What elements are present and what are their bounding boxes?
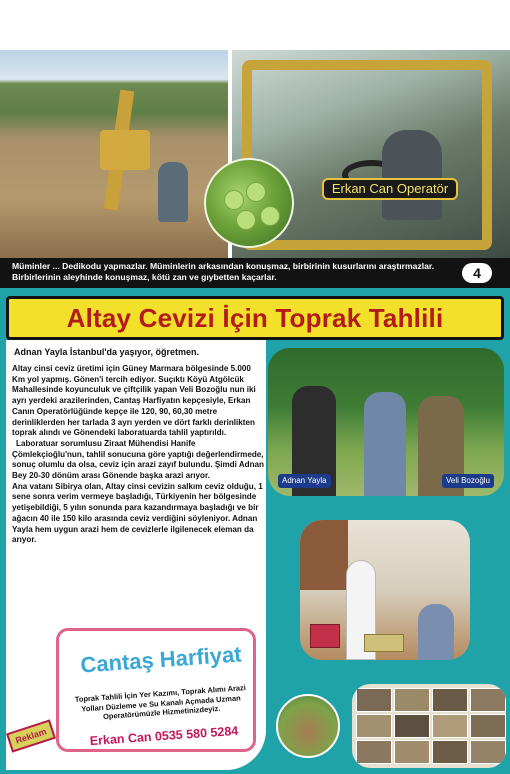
ad-contact: Erkan Can 0535 580 5284	[89, 723, 239, 749]
soil-sample	[356, 714, 392, 738]
ad-label: Reklam	[6, 719, 56, 752]
headline-bar	[6, 296, 504, 340]
soil-sample	[470, 688, 506, 712]
soil-sample	[394, 714, 430, 738]
ad-brand: Cantaş Harfiyat	[79, 641, 243, 678]
walnut	[236, 210, 256, 230]
field-worker	[158, 162, 188, 222]
walnut	[246, 182, 266, 202]
soil-sample	[432, 688, 468, 712]
soil-sample	[356, 688, 392, 712]
page-number: 4	[462, 263, 492, 283]
walnut-inset-photo	[204, 158, 294, 248]
soil-sample	[432, 740, 468, 764]
excavator-body	[100, 130, 150, 170]
lab-worker	[418, 604, 454, 660]
quote-band	[0, 258, 510, 288]
article-body	[12, 364, 266, 546]
photo-caption: Erkan Can Operatör	[322, 178, 458, 200]
lab-photo	[300, 520, 470, 660]
person-figure	[364, 392, 406, 496]
sample-bags	[310, 624, 340, 648]
soil-samples-photo	[352, 684, 506, 768]
soil-sample	[470, 714, 506, 738]
soil-sample	[470, 740, 506, 764]
soil-sample	[432, 714, 468, 738]
soil-sample	[394, 688, 430, 712]
headline: Altay Cevizi İçin Toprak Tahlili	[66, 303, 444, 333]
meeting-photo	[268, 348, 504, 496]
byline: Adnan Yayla İstanbul'da yaşıyor, öğretmen.	[14, 347, 200, 357]
soil-sample	[394, 740, 430, 764]
article-paragraph: Altay cinsi ceviz üretimi için Güney Marmara bölgesinde 5.000 Km yol yapmış. Gönen'i tercih ediyor. Suçıktı Köyü Atgölcük Mahallesinde koyunculuk ve çiftçilik yapan Veli Bozoğlu nun iki ayrı yerdeki arazilerinden, Cantaş Harfiyatın kepçesiyle, Erkan Canın Operatörlüğünde kepçe ile 120, 90, 60,30 metre derinliklerden her tarlada 3 ayrı yerden ve dört farklı derinlikten toprak alındı ve Gönendeki laboratuarda tahlil yaptırıldı.	[12, 364, 256, 438]
photo-label-left: Adnan Yayla	[278, 474, 331, 488]
field-circle-photo	[276, 694, 340, 758]
soil-sample	[356, 740, 392, 764]
cabinet	[300, 520, 348, 590]
operator-figure	[382, 130, 442, 220]
top-photo-strip	[0, 50, 510, 260]
quote-text: Müminler ... Dedikodu yapmazlar. Müminlerin arkasından konuşmaz, birbirinin kusurlarını araştırmazlar. Birbirlerinin aleyhinde konuşmaz, kötü zan ve gıybetten kaçarlar.	[12, 261, 435, 282]
ad-card	[56, 628, 256, 752]
ad-text: Toprak Tahlili İçin Yer Kazımı, Toprak Alımı Arazi Yolları Düzleme ve Su Kanalı Açmada Uzman Operatörümüzle Hizmetinizdeyiz.	[74, 683, 247, 722]
photo-label-right: Veli Bozoğlu	[442, 474, 494, 488]
sample-tray	[364, 634, 404, 652]
excavation-photo	[0, 50, 228, 260]
walnut	[260, 206, 280, 226]
walnut	[224, 190, 244, 210]
article-paragraph: Ana vatanı Sibirya olan, Altay cinsi cevizin salkım ceviz olduğu, 1 sene sonra verim vermeye başladığı, Türkiyenin her bölgesinde yetişebildiği, 5 yılın sonunda para kazandırmaya başladığı ve bir ağacın 40 ile 150 kilo arasında ceviz verdiğini söyleniyor. Adnan Yayla hem uygun arazi hem de cevizlerle ilgilenecek eleman da arıyor.	[12, 481, 263, 545]
article-paragraph: Laboratuar sorumlusu Ziraat Mühendisi Hanife Çömlekçioğlu'nun, tahlil sonucuna göre yaptığı değerlendirmede, sonuç olumlu da olsa, ceviz için arazi zayıf bulundu. Şimdi Adnan Bey 20-30 dönüm arası Gönende başka arazi arıyor.	[12, 438, 264, 481]
